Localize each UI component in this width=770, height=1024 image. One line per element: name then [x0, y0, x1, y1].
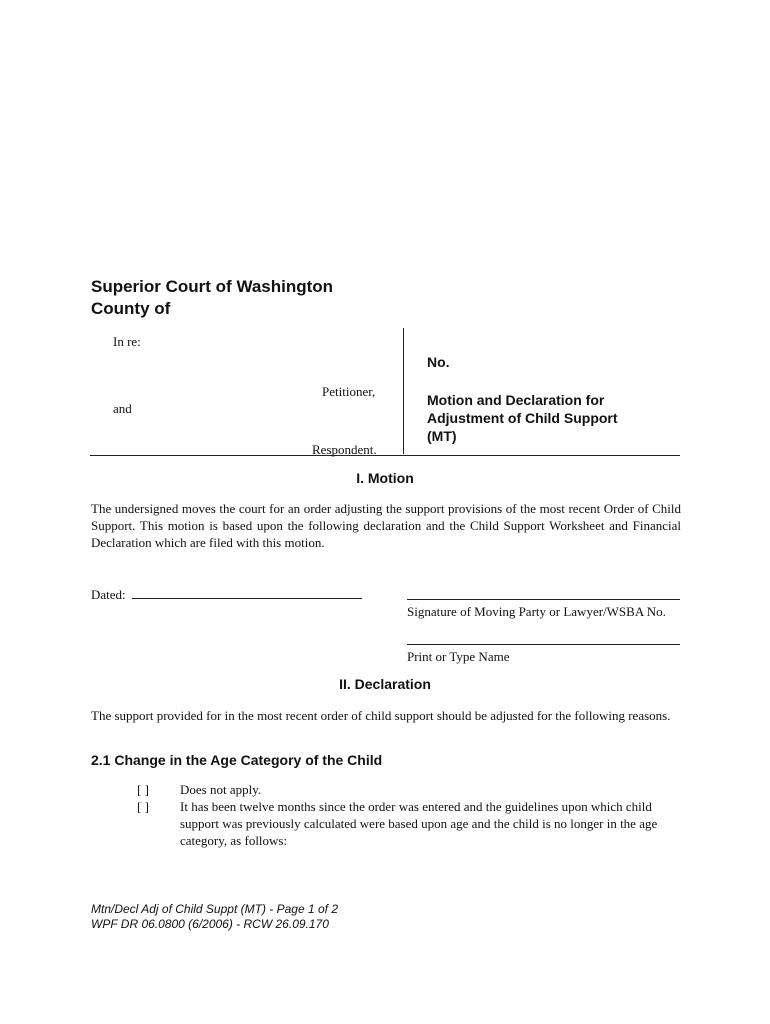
document-title-line: Adjustment of Child Support: [427, 410, 618, 426]
signature-line[interactable]: [407, 599, 680, 600]
motion-paragraph: The undersigned moves the court for an order adjusting the support provisions of the most recent Order of Child Support. This motion is based upon the following declaration and the Child Support Worksheet and Financial Declaration which are filed with this motion.: [91, 501, 681, 550]
print-name-line[interactable]: [407, 644, 680, 645]
footer-form-number: WPF DR 06.0800 (6/2006) - RCW 26.09.170: [91, 917, 329, 931]
checkbox-label-age-category: It has been twelve months since the order was entered and the guidelines upon which child support was previously calculated were based upon age and the child is no longer in the age category, as follows:: [180, 799, 658, 848]
checkbox-does-not-apply[interactable]: [ ]: [137, 782, 149, 797]
court-title: Superior Court of Washington: [91, 277, 334, 296]
in-re-label: In re:: [113, 334, 141, 349]
dated-field-line[interactable]: [132, 598, 362, 599]
section-2-1-heading: 2.1 Change in the Age Category of the Child: [91, 752, 383, 768]
caption-divider-horizontal: [90, 455, 680, 456]
caption-divider-vertical: [403, 328, 404, 454]
checkbox-label-does-not-apply: Does not apply.: [180, 782, 262, 797]
respondent-label: Respondent.: [312, 442, 377, 457]
document-title-line: (MT): [427, 428, 457, 444]
petitioner-label: Petitioner,: [322, 384, 376, 399]
declaration-paragraph: The support provided for in the most recent order of child support should be adjusted for the following reasons.: [91, 708, 671, 723]
footer-form-title: Mtn/Decl Adj of Child Suppt (MT) - Page 1 of 2: [91, 902, 338, 916]
checkbox-age-category[interactable]: [ ]: [137, 799, 149, 814]
motion-heading: I. Motion: [356, 470, 414, 486]
signature-label: Signature of Moving Party or Lawyer/WSBA No.: [407, 604, 666, 619]
print-name-label: Print or Type Name: [407, 649, 510, 664]
dated-label: Dated:: [91, 587, 126, 602]
declaration-heading: II. Declaration: [339, 676, 431, 692]
document-title-line: Motion and Declaration for: [427, 392, 605, 408]
county-title: County of: [91, 299, 171, 318]
document-title: [427, 391, 677, 445]
and-label: and: [113, 401, 132, 416]
case-number-label: No.: [427, 354, 450, 370]
